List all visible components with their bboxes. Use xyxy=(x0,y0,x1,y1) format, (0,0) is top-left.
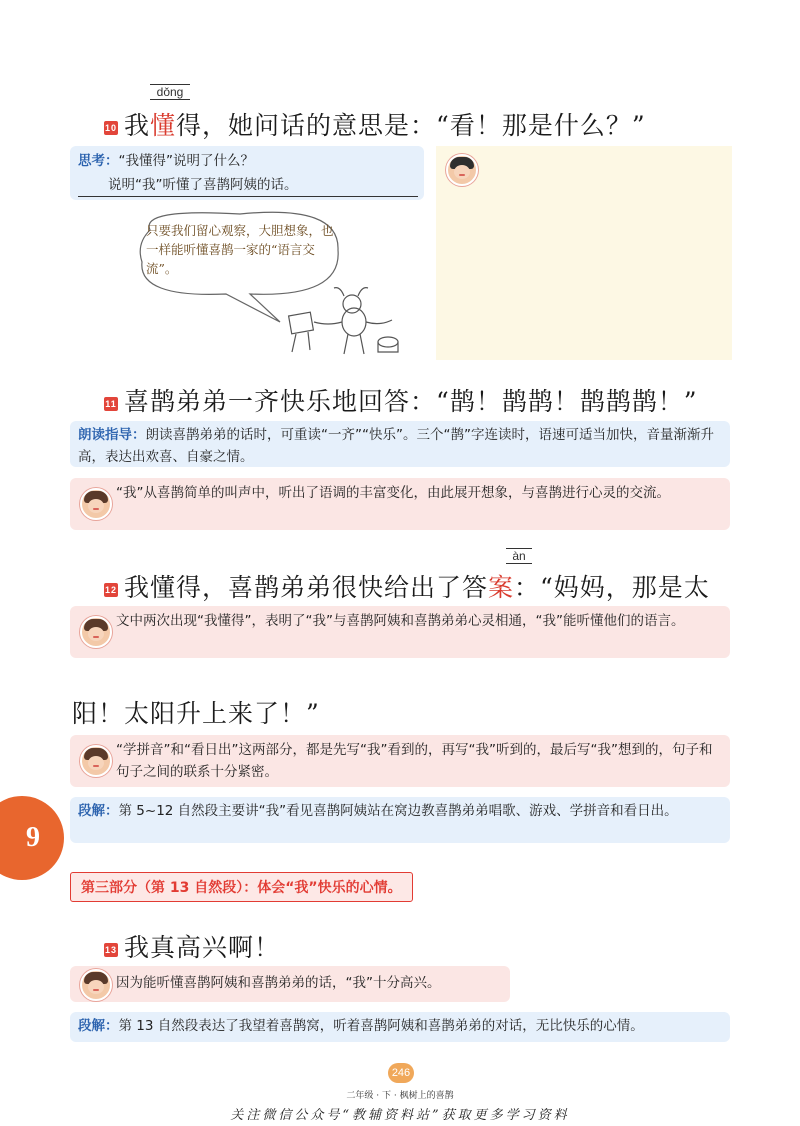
teacher-avatar-icon xyxy=(80,616,112,648)
paragraph-number-13: 13 xyxy=(104,944,117,955)
section-analysis-2-label: 段解： xyxy=(78,1018,119,1034)
section-analysis-2-text: 第 13 自然段表达了我望着喜鹊窝，听着喜鹊阿姨和喜鹊弟弟的对话，无比快乐的心情。 xyxy=(118,1018,644,1034)
section-analysis-1-label: 段解： xyxy=(78,803,119,819)
paragraph-13-text: 我真高兴啊！ xyxy=(124,933,281,962)
reading-guide-box xyxy=(70,421,730,467)
reading-guide-label: 朗读指导： xyxy=(78,427,146,443)
teacher-avatar-icon xyxy=(80,488,112,520)
note-box-1 xyxy=(70,478,730,530)
pinyin-dong: dǒng xyxy=(150,84,190,100)
section-analysis-2 xyxy=(70,1012,730,1042)
paragraph-number-11: 11 xyxy=(105,398,117,409)
highlight-char-an: 案 xyxy=(488,573,515,602)
think-box xyxy=(70,146,424,200)
page-chapter-tab: 9 xyxy=(0,796,64,880)
paragraph-11 xyxy=(104,382,698,418)
answer-underline xyxy=(78,196,418,197)
note-box-4 xyxy=(70,966,510,1002)
paragraph-10-text-pre: 我 xyxy=(124,111,151,140)
paragraph-12-text-post: ：“妈妈，那是太 xyxy=(514,573,710,602)
part-3-label: 第三部分（第 13 自然段）：体会“我”快乐的心情。 xyxy=(70,872,413,902)
teacher-avatar-icon xyxy=(80,745,112,777)
speech-bubble-text: 只要我们留心观察，大胆想象，也一样能听懂喜鹊一家的“语言交流”。 xyxy=(146,223,334,276)
paragraph-12-text-pre: 我懂得，喜鹊弟弟很快给出了答 xyxy=(124,573,489,602)
paragraph-number-12: 12 xyxy=(104,584,117,595)
section-analysis-1-text: 第 5~12 自然段主要讲“我”看见喜鹊阿姨站在窝边教喜鹊弟弟唱歌、游戏、学拼音和看日出。 xyxy=(118,803,678,819)
paragraph-12 xyxy=(104,568,710,604)
boy-avatar-icon xyxy=(446,154,478,186)
paragraph-12-line-2: 阳！太阳升上来了！” xyxy=(72,699,320,728)
note-box-3 xyxy=(70,735,730,787)
note-box-2 xyxy=(70,606,730,658)
highlight-char-dong: 懂 xyxy=(150,111,177,140)
paragraph-10 xyxy=(104,106,646,142)
page-number: 246 xyxy=(388,1063,414,1083)
section-analysis-1 xyxy=(70,797,730,843)
book-title: 二年级 · 下 · 枫树上的喜鹊 xyxy=(346,1091,454,1101)
reading-guide-text: 朗读喜鹊弟弟的话时，可重读“一齐”“快乐”。三个“鹊”字连读时，语速可适当加快，音量渐渐升高，表达出欢喜、自豪之情。 xyxy=(78,427,714,465)
paragraph-11-text: 喜鹊弟弟一齐快乐地回答：“鹊！鹊鹊！鹊鹊鹊！” xyxy=(124,387,698,416)
pinyin-an: àn xyxy=(506,548,532,564)
paragraph-number-10: 10 xyxy=(104,122,117,133)
promo-text: 关注微信公众号“教辅资料站”获取更多学习资料 xyxy=(230,1108,570,1123)
teacher-avatar-icon xyxy=(80,969,112,1001)
note-4-text: 因为能听懂喜鹊阿姨和喜鹊弟弟的话，“我”十分高兴。 xyxy=(116,975,441,991)
note-3-text: “学拼音”和“看日出”这两部分，都是先写“我”看到的，再写“我”听到的，最后写“我”想到的，句子和句子之间的联系十分紧密。 xyxy=(116,742,713,780)
note-2-text: 文中两次出现“我懂得”，表明了“我”与喜鹊阿姨和喜鹊弟弟心灵相通，“我”能听懂他们的语言。 xyxy=(116,613,685,629)
think-answer: 说明“我”听懂了喜鹊阿姨的话。 xyxy=(108,177,298,193)
drawing-area xyxy=(436,146,732,360)
note-1-text: “我”从喜鹊简单的叫声中，听出了语调的丰富变化，由此展开想象，与喜鹊进行心灵的交流。 xyxy=(116,485,670,501)
paragraph-13 xyxy=(104,928,280,964)
think-question: “我懂得”说明了什么？ xyxy=(118,153,254,169)
think-label: 思考： xyxy=(78,153,119,169)
paragraph-10-text-post: 得，她问话的意思是：“看！那是什么？” xyxy=(176,111,646,140)
bee-character-icon xyxy=(289,288,398,354)
